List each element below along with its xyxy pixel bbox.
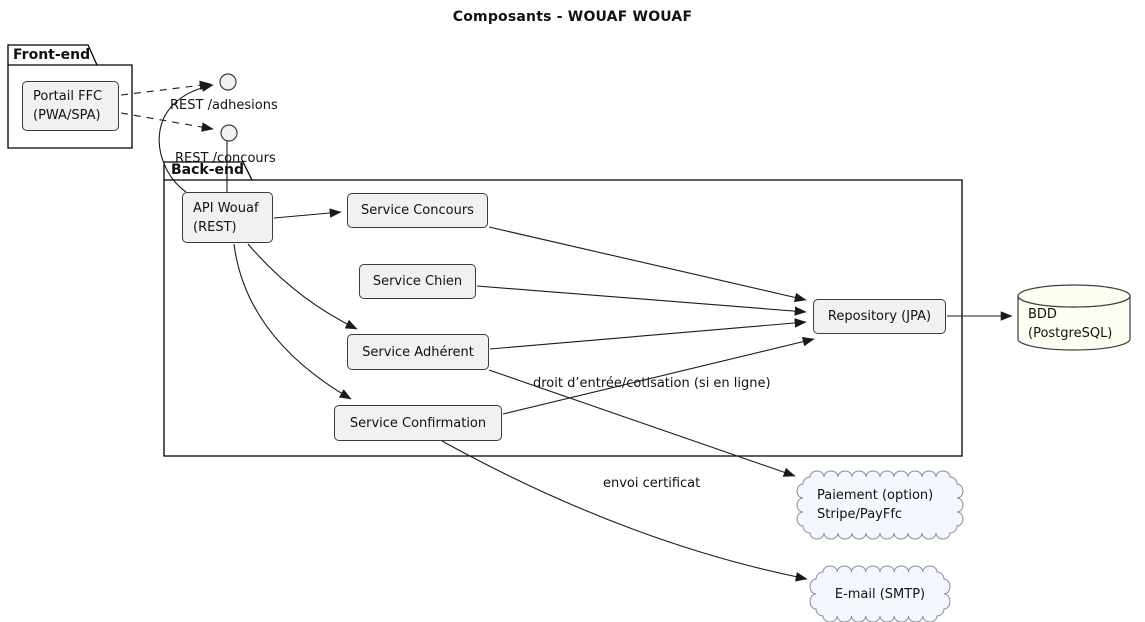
repository-jpa-label: Repository (JPA) [827, 309, 932, 324]
edge-service-concours-to-repository [489, 227, 806, 300]
bdd-label-line1: BDD [1028, 307, 1057, 322]
email-cloud-label [816, 572, 944, 616]
email-label-text: E-mail (SMTP) [834, 586, 926, 602]
paiement-label-line1: Paiement (option) [817, 488, 934, 503]
paiement-label-line2: Stripe/PayFfc [817, 507, 903, 522]
interface-adhesions-circle [220, 74, 236, 90]
portail-ffc-label-line2: (PWA/SPA) [33, 108, 101, 123]
service-concours-label: Service Concours [361, 203, 474, 218]
database-cylinder-top [1018, 285, 1130, 307]
interface-concours-label: REST /concours [175, 151, 276, 166]
diagram-title: Composants - WOUAF WOUAF [452, 9, 693, 25]
api-wouaf-label-line1: API Wouaf [193, 200, 259, 216]
edge-label-envoi-certificat: envoi certificat [603, 476, 701, 491]
backend-package-label: Back-end [171, 162, 245, 178]
repository-jpa-component [813, 299, 946, 334]
edge-service-chien-to-repository [477, 286, 806, 312]
portail-ffc-label-line1: Portail FFC [33, 89, 103, 104]
edge-service-adherent-to-repository [490, 322, 806, 349]
service-adherent-component [347, 334, 489, 370]
service-adherent-label: Service Adhérent [362, 344, 474, 360]
edge-api-to-service-concours [274, 212, 341, 218]
interface-adhesions-label: REST /adhesions [170, 98, 278, 113]
paiement-cloud-label [817, 486, 933, 524]
edge-api-to-service-confirmation [234, 244, 351, 399]
interface-concours-circle [221, 125, 237, 141]
service-chien-label: Service Chien [372, 274, 463, 289]
edge-api-to-service-adherent [248, 244, 357, 329]
portail-ffc-component [22, 81, 119, 131]
api-wouaf-component [182, 192, 273, 243]
service-confirmation-label: Service Confirmation [349, 415, 487, 431]
edge-portail-to-concours [121, 113, 213, 129]
api-wouaf-label-line2: (REST) [193, 219, 237, 235]
service-concours-component [347, 193, 488, 228]
bdd-database-label [1028, 305, 1112, 343]
edge-label-droit-entree: droit d’entrée/cotisation (si en ligne) [533, 376, 771, 391]
bdd-label-line2: (PostgreSQL) [1028, 326, 1113, 341]
service-chien-component [359, 264, 476, 299]
service-confirmation-component [334, 405, 502, 441]
frontend-package-label: Front-end [13, 47, 91, 63]
